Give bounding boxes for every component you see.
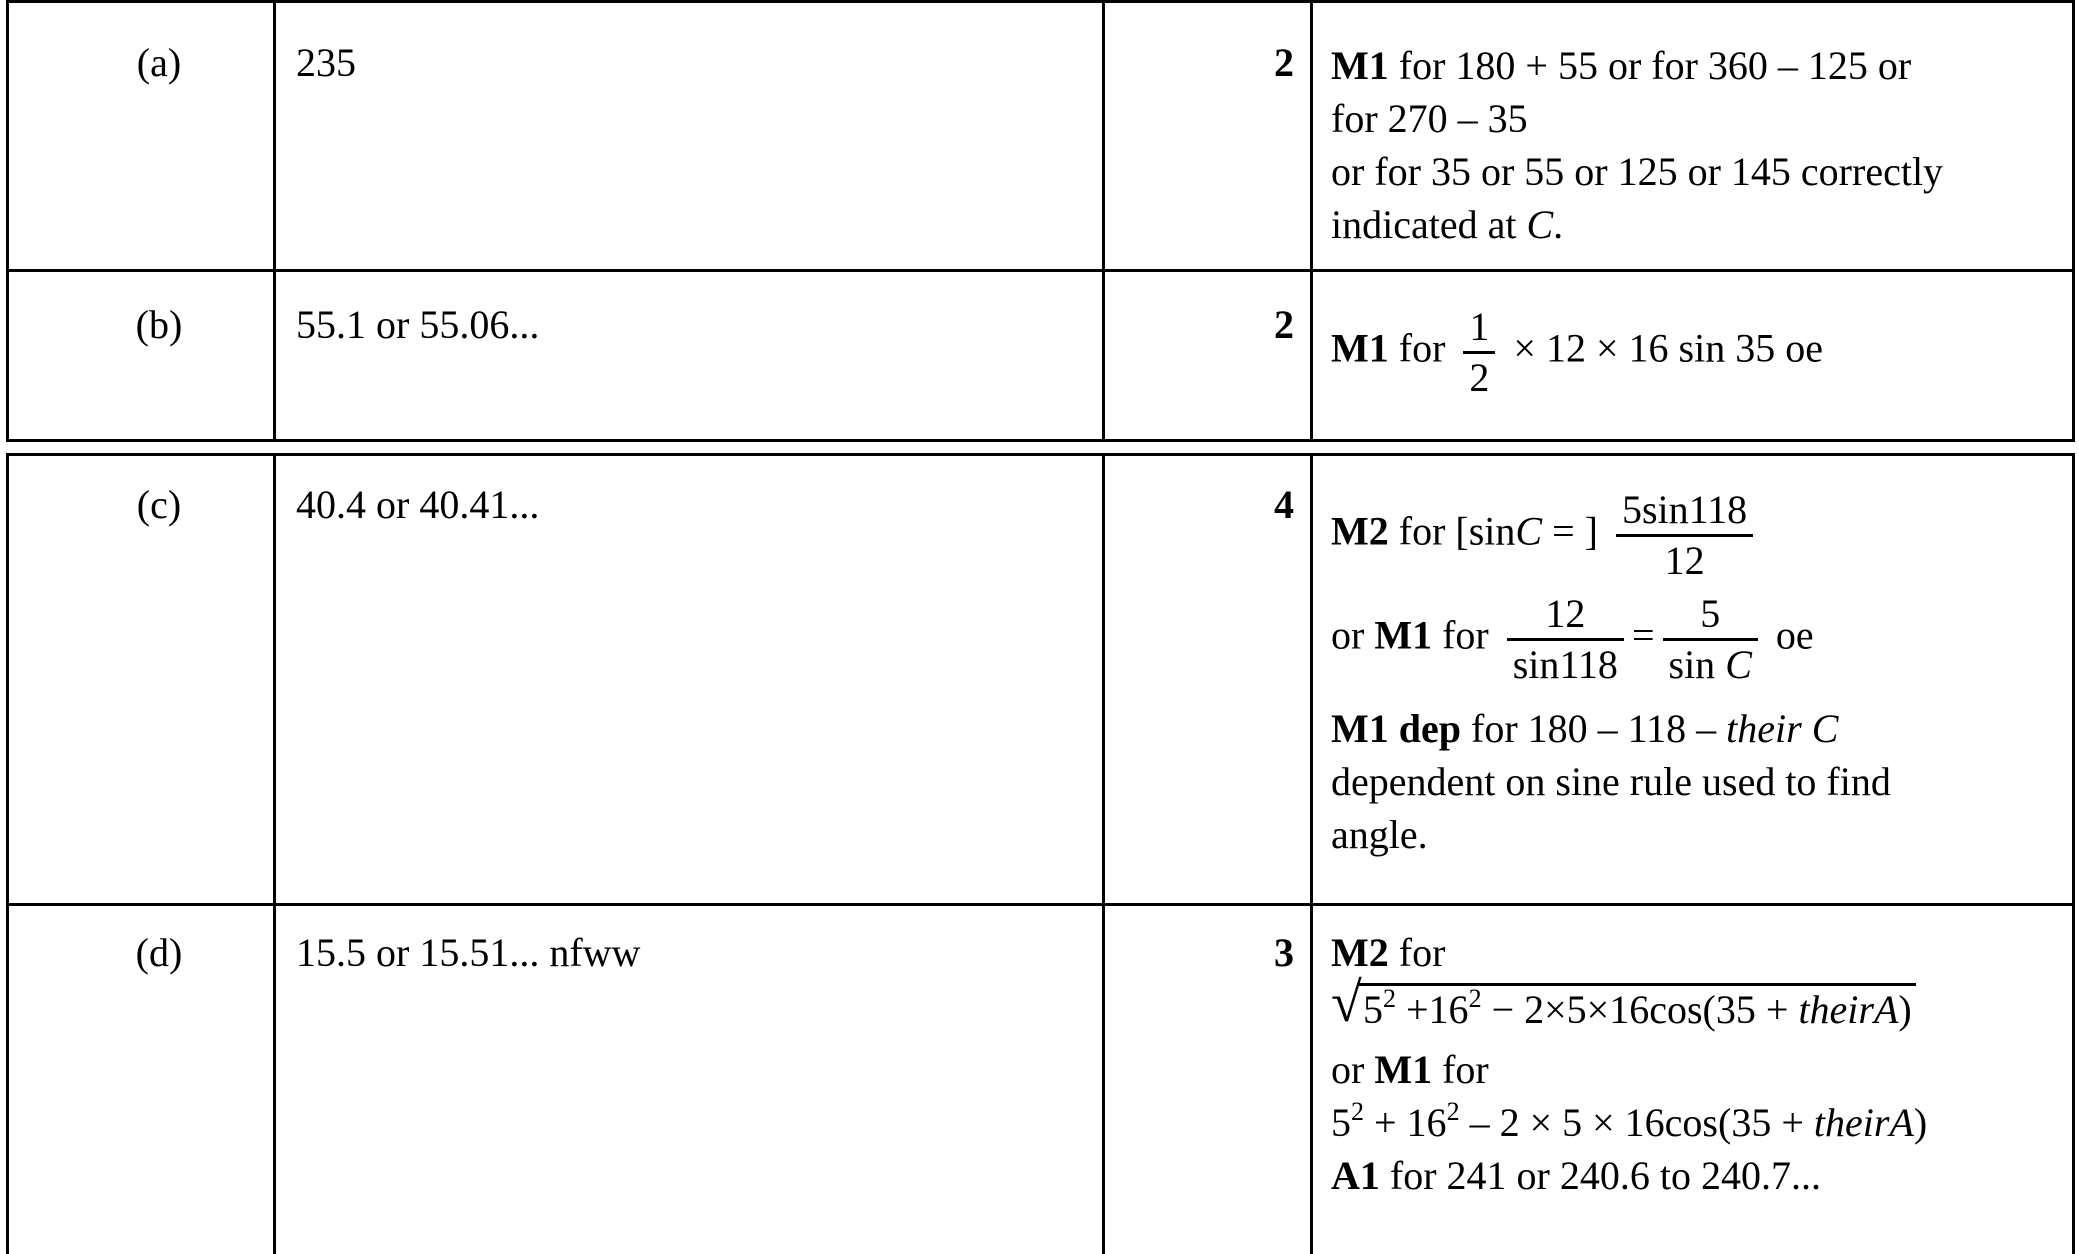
variable: theirA	[1813, 1100, 1914, 1145]
fraction	[1463, 303, 1495, 402]
answer-b: 55.1 or 55.06...	[296, 302, 540, 347]
method-mark: M1	[1374, 1047, 1433, 1092]
method-mark: M1	[1331, 325, 1389, 371]
guidance-text: +16	[1396, 987, 1469, 1032]
fraction	[1507, 590, 1624, 689]
mark-a: 2	[1274, 40, 1294, 85]
mark-d: 3	[1274, 930, 1294, 975]
accuracy-mark: A1	[1331, 1153, 1380, 1198]
method-mark: M2	[1331, 508, 1389, 554]
denominator	[1663, 641, 1758, 689]
method-mark: M1	[1374, 612, 1433, 658]
guidance-text: 5	[1331, 1100, 1351, 1145]
guidance-text: for [sin	[1388, 508, 1516, 554]
guidance-text: indicated at	[1331, 202, 1527, 247]
row-divider	[9, 269, 2072, 272]
method-mark: M1 dep	[1331, 706, 1461, 751]
guidance-text: − 2×5×16cos(35 +	[1481, 987, 1799, 1032]
numerator: 1	[1463, 303, 1495, 354]
numerator: 12	[1507, 590, 1624, 641]
numerator: 5	[1663, 590, 1758, 641]
method-mark: M1	[1331, 43, 1389, 88]
part-label-c: (c)	[136, 482, 182, 527]
guidance-text: = ]	[1542, 508, 1608, 554]
guidance-text: + 16	[1364, 1100, 1447, 1145]
guidance-text: – 2 × 5 × 16cos(35 +	[1459, 1100, 1814, 1145]
guidance-text: for	[1432, 612, 1499, 658]
equals-sign: =	[1631, 612, 1655, 658]
denominator: 12	[1664, 538, 1705, 583]
answer-d: 15.5 or 15.51... nfww	[296, 930, 641, 975]
guidance-text: or for 35 or 55 or 125 or 145 correctly	[1331, 149, 1944, 194]
guidance-a	[1331, 39, 2071, 251]
part-label-b: (b)	[135, 302, 183, 347]
guidance-text: )	[1898, 987, 1912, 1032]
answer-c: 40.4 or 40.41...	[296, 482, 540, 527]
guidance-text: for 180 – 118 –	[1461, 706, 1727, 751]
denominator: 2	[1469, 355, 1490, 400]
column-divider	[1102, 456, 1105, 1254]
method-mark: M2	[1331, 930, 1389, 975]
column-divider	[273, 3, 276, 439]
guidance-text: or	[1331, 612, 1375, 658]
guidance-text: for	[1432, 1047, 1489, 1092]
part-label-a: (a)	[136, 40, 182, 85]
column-divider	[1310, 456, 1313, 1254]
radical-sign: √	[1331, 972, 1362, 1034]
fraction	[1663, 590, 1758, 689]
exponent: 2	[1446, 1097, 1460, 1126]
guidance-text: )	[1913, 1100, 1928, 1145]
guidance-text: dependent on sine rule used to find	[1331, 759, 1891, 804]
variable: theirA	[1798, 987, 1899, 1032]
mark-scheme-table-upper	[6, 0, 2075, 442]
numerator: 5sin118	[1616, 486, 1753, 537]
guidance-text: sin	[1668, 642, 1726, 687]
guidance-text: for 270 – 35	[1331, 96, 1528, 141]
answer-a: 235	[296, 40, 356, 85]
fraction	[1616, 486, 1753, 585]
denominator: sin118	[1512, 642, 1618, 687]
mark-scheme-table-lower	[6, 453, 2075, 1254]
guidance-text: 5	[1363, 987, 1383, 1032]
guidance-text: angle.	[1331, 812, 1428, 857]
guidance-text: for	[1388, 930, 1446, 975]
mark-c: 4	[1274, 482, 1294, 527]
exponent: 2	[1383, 984, 1396, 1013]
guidance-d	[1331, 926, 2071, 1202]
guidance-text: for 180 + 55 or for 360 – 125 or	[1388, 43, 1912, 88]
variable: C	[1515, 508, 1543, 554]
column-divider	[273, 456, 276, 1254]
guidance-text: oe	[1765, 612, 1814, 658]
column-divider	[1310, 3, 1313, 439]
exponent: 2	[1468, 984, 1482, 1013]
guidance-text: for	[1388, 325, 1456, 371]
radicand	[1359, 983, 1916, 1034]
guidance-c	[1331, 486, 2071, 861]
variable: C	[1725, 642, 1752, 687]
variable: their C	[1726, 706, 1839, 751]
variable: C	[1526, 202, 1554, 247]
part-label-d: (d)	[135, 930, 183, 975]
mark-b: 2	[1274, 302, 1294, 347]
row-divider	[9, 903, 2072, 906]
guidance-text: .	[1553, 202, 1564, 247]
guidance-text: for 241 or 240.6 to 240.7...	[1379, 1153, 1821, 1198]
guidance-b	[1331, 303, 2071, 402]
exponent: 2	[1351, 1097, 1364, 1126]
guidance-text: or	[1331, 1047, 1375, 1092]
guidance-text: × 12 × 16 sin 35 oe	[1503, 325, 1823, 371]
square-root	[1331, 972, 1916, 1036]
